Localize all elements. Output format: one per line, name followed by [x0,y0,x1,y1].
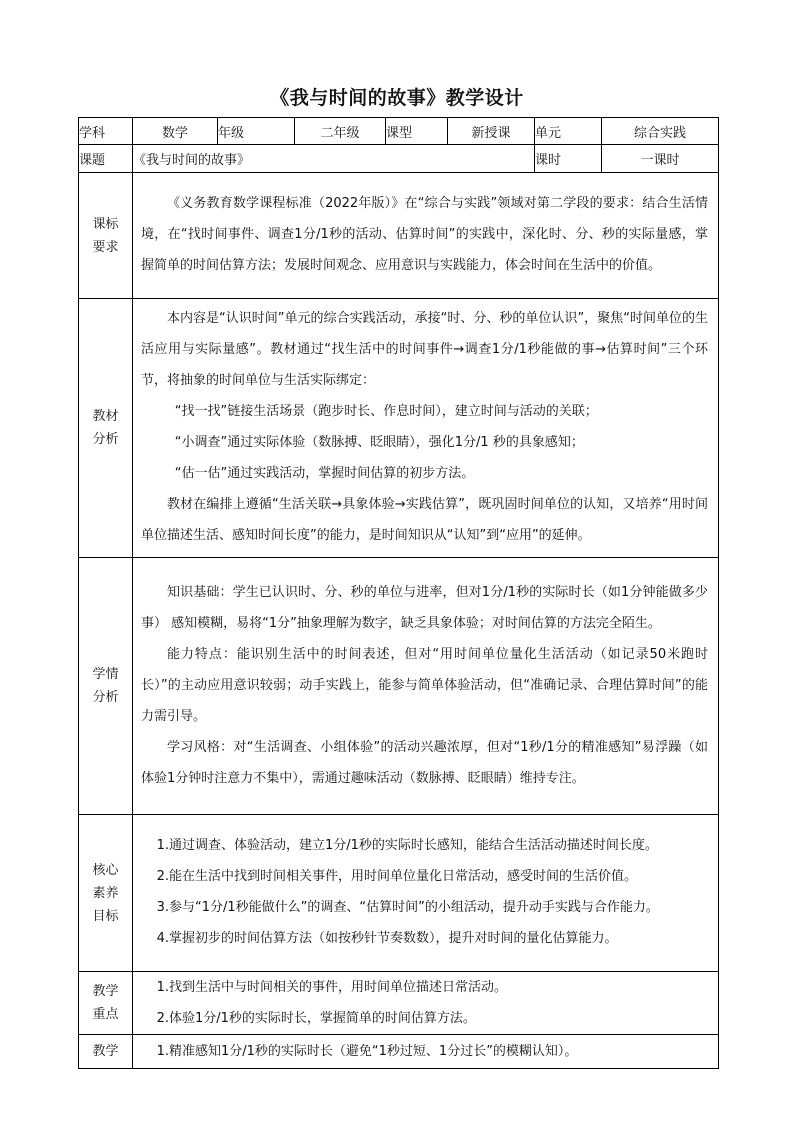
topic-label: 课题 [79,145,133,173]
difficulty-cell [133,1035,719,1069]
standards-cell [133,173,719,299]
difficulty-row [79,1035,719,1069]
key-point-item: 2.体验1分/1秒的实际时长，掌握简单的时间估算方法。 [156,1011,476,1026]
material-cell [133,299,719,558]
lesson-plan-table [78,117,719,1069]
learner-cell [133,558,719,815]
document-title: 《我与时间的故事》教学设计 [270,87,524,109]
material-label: 教材分析 [79,299,133,558]
difficulty-label: 教学 [79,1035,133,1069]
goal-item: 3.参与“1分/1秒能做什么”的调查、“估算时间”的小组活动，提升动手实践与合作能力。 [156,900,659,915]
key-points-label: 教学重点 [79,972,133,1035]
standards-label: 课标要求 [79,173,133,299]
learner-paragraph: 知识基础：学生已认识时、分、秒的单位与进率，但对1分/1秒的实际时长（如1分钟能做多少事） 感知模糊，易将“1分”抽象理解为数字，缺乏具象体验；对时间估算的方法完全陌生。 [141,584,708,631]
material-paragraph: “估一估”通过实践活动，掌握时间估算的初步方法。 [174,466,475,481]
difficulty-item: 1.精准感知1分/1秒的实际时长（避免“1秒过短、1分过长”的模糊认知）。 [156,1044,578,1059]
material-paragraph: 教材在编排上遵循“生活关联→具象体验→实践估算”，既巩固时间单位的认知，又培养“用时间单位描述生活、感知时间长度”的能力，是时间知识从“认知”到“应用”的延伸。 [141,497,708,543]
learner-paragraph: 能力特点：能识别生活中的时间表述，但对“用时间单位量化生活活动（如记录50米跑时长）”的主动应用意识较弱；动手实践上，能参与简单体验活动，但“准确记录、合理估算时间”的能力需引导。 [141,646,708,724]
type-value: 新授课 [448,118,535,145]
goal-item: 4.掌握初步的时间估算方法（如按秒针节奏数数），提升对时间的量化估算能力。 [156,931,618,946]
goals-cell [133,815,719,972]
header-row [79,118,719,145]
learner-row [79,558,719,815]
material-row [79,299,719,558]
subject-value: 数学 [133,118,218,145]
standards-text: 《义务教育数学课程标准（2022年版）》在“综合与实践”领域对第二学段的要求：结合生活情境，在“找时间事件、调查1分/1秒的活动、估算时间”的实践中，深化时、分、秒的实际量感，掌握简单的时间估算方法；发展时间观念、应用意识与实践能力，体会时间在生活中的价值。 [141,196,708,273]
subject-label: 学科 [79,118,133,145]
unit-label: 单元 [535,118,602,145]
hours-label: 课时 [535,145,602,173]
grade-value: 二年级 [295,118,386,145]
goals-row [79,815,719,972]
topic-value: 《我与时间的故事》 [133,145,535,173]
key-points-cell [133,972,719,1035]
material-paragraph: 本内容是“认识时间”单元的综合实践活动，承接“时、分、秒的单位认识”，聚焦“时间单位的生活应用与实际量感”。教材通过“找生活中的时间事件→调查1分/1秒能做的事→估算时间”三个环节，将抽象的时间单位与生活实际绑定： [141,311,708,388]
grade-label: 年级 [218,118,295,145]
material-paragraph: “找一找”链接生活场景（跑步时长、作息时间），建立时间与活动的关联； [174,404,598,419]
material-paragraph: “小调查”通过实际体验（数脉搏、眨眼睛），强化1分/1 秒的具象感知； [174,435,584,450]
topic-row [79,145,719,173]
key-point-item: 1.找到生活中与时间相关的事件，用时间单位描述日常活动。 [156,980,507,995]
learner-label: 学情分析 [79,558,133,815]
goal-item: 2.能在生活中找到时间相关事件，用时间单位量化日常活动，感受时间的生活价值。 [156,869,637,884]
goal-item: 1.通过调查、体验活动，建立1分/1秒的实际时长感知，能结合生活活动描述时间长度。 [156,838,658,853]
key-points-row [79,972,719,1035]
learner-paragraph: 学习风格：对“生活调查、小组体验”的活动兴趣浓厚，但对“1秒/1分的精准感知”易浮躁（如体验1分钟时注意力不集中），需通过趣味活动（数脉搏、眨眼睛）维持专注。 [141,739,708,786]
unit-value: 综合实践 [602,118,719,145]
standards-row [79,173,719,299]
type-label: 课型 [386,118,448,145]
goals-label: 核心素养目标 [79,815,133,972]
hours-value: 一课时 [602,145,719,173]
